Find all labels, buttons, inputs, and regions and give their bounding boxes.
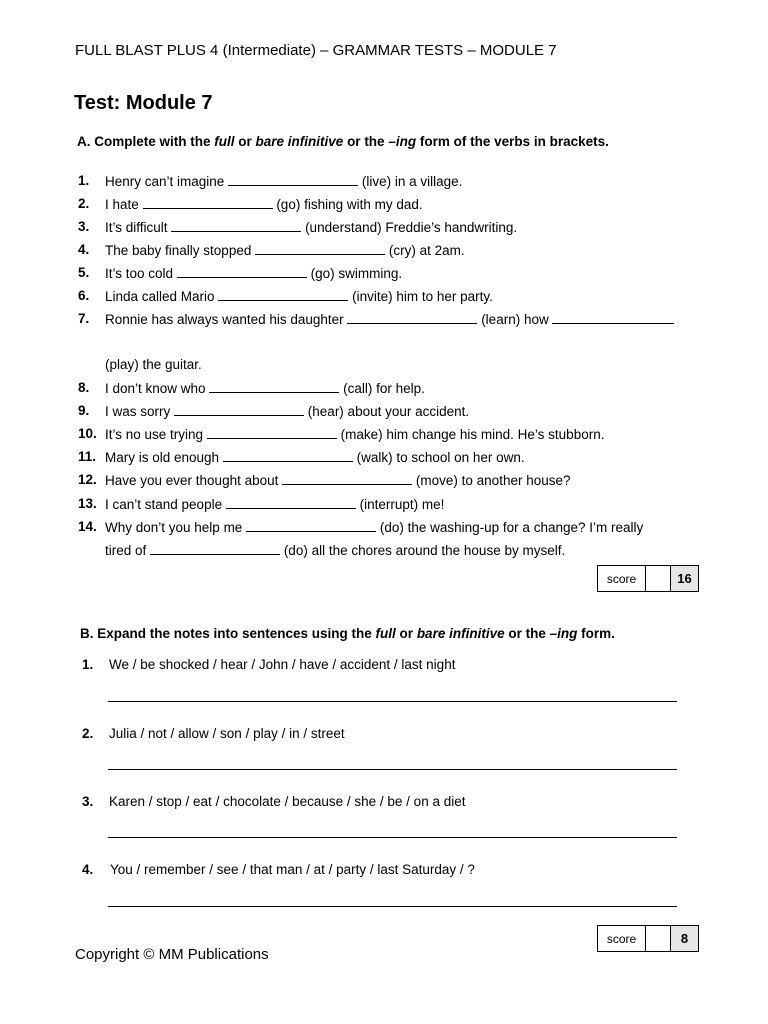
- question-a5: It’s too cold (go) swimming.: [105, 266, 403, 281]
- item-number: 2.: [78, 196, 90, 211]
- answer-line[interactable]: [108, 769, 677, 770]
- question-a13: I can’t stand people (interrupt) me!: [105, 497, 445, 512]
- section-b-instructions: B. Expand the notes into sentences using the full or bare infinitive or the –ing form.: [80, 626, 615, 641]
- item-number: 6.: [78, 288, 90, 303]
- answer-line[interactable]: [108, 906, 677, 907]
- question-a12: Have you ever thought about (move) to another house?: [105, 473, 571, 488]
- score-box-b: [597, 925, 699, 952]
- item-number: 8.: [78, 380, 90, 395]
- question-b4: You / remember / see / that man / at / party / last Saturday / ?: [110, 862, 475, 877]
- item-number: 4.: [82, 862, 94, 877]
- answer-blank[interactable]: [150, 542, 280, 555]
- item-number: 9.: [78, 403, 90, 418]
- question-a7-continued: (play) the guitar.: [105, 357, 202, 372]
- score-box-a: [597, 565, 699, 592]
- section-a-instructions: A. Complete with the full or bare infinitive or the –ing form of the verbs in brackets.: [77, 134, 609, 149]
- answer-blank[interactable]: [282, 472, 412, 485]
- question-a3: It’s difficult (understand) Freddie’s handwriting.: [105, 220, 518, 235]
- item-number: 1.: [82, 657, 94, 672]
- item-number: 4.: [78, 242, 90, 257]
- answer-blank[interactable]: [218, 288, 348, 301]
- question-a11: Mary is old enough (walk) to school on her own.: [105, 450, 525, 465]
- answer-blank[interactable]: [174, 403, 304, 416]
- answer-blank[interactable]: [223, 449, 353, 462]
- question-a14-continued: tired of (do) all the chores around the house by myself.: [105, 543, 566, 558]
- answer-blank[interactable]: [209, 380, 339, 393]
- item-number: 12.: [78, 472, 97, 487]
- question-a7: Ronnie has always wanted his daughter (learn) how: [105, 311, 674, 327]
- answer-blank[interactable]: [177, 265, 307, 278]
- page-header: FULL BLAST PLUS 4 (Intermediate) – GRAMMAR TESTS – MODULE 7: [75, 42, 557, 59]
- score-label: score: [598, 566, 646, 591]
- item-number: 3.: [78, 219, 90, 234]
- question-b2: Julia / not / allow / son / play / in / street: [109, 726, 345, 741]
- item-number: 7.: [78, 311, 90, 326]
- answer-blank[interactable]: [347, 311, 477, 324]
- item-number: 11.: [78, 449, 97, 464]
- question-a4: The baby finally stopped (cry) at 2am.: [105, 243, 465, 258]
- question-a1: Henry can’t imagine (live) in a village.: [105, 174, 463, 189]
- answer-line[interactable]: [108, 701, 677, 702]
- answer-blank[interactable]: [552, 311, 674, 324]
- score-label: score: [598, 926, 646, 951]
- item-number: 3.: [82, 794, 94, 809]
- question-a6: Linda called Mario (invite) him to her party.: [105, 289, 493, 304]
- page-title: Test: Module 7: [74, 92, 213, 114]
- answer-blank[interactable]: [143, 196, 273, 209]
- item-number: 1.: [78, 173, 90, 188]
- score-max: 8: [671, 926, 698, 951]
- question-a8: I don’t know who (call) for help.: [105, 381, 425, 396]
- answer-blank[interactable]: [246, 519, 376, 532]
- question-a10: It’s no use trying (make) him change his mind. He’s stubborn.: [105, 427, 605, 442]
- answer-blank[interactable]: [226, 496, 356, 509]
- question-b1: We / be shocked / hear / John / have / accident / last night: [109, 657, 456, 672]
- question-a2: I hate (go) fishing with my dad.: [105, 197, 423, 212]
- question-a14: Why don’t you help me (do) the washing-up for a change? I’m really: [105, 520, 644, 535]
- score-input[interactable]: [646, 566, 671, 591]
- answer-blank[interactable]: [228, 173, 358, 186]
- answer-blank[interactable]: [255, 242, 385, 255]
- question-b3: Karen / stop / eat / chocolate / because / she / be / on a diet: [109, 794, 466, 809]
- item-number: 14.: [78, 519, 97, 534]
- score-max: 16: [671, 566, 698, 591]
- item-number: 10.: [78, 426, 97, 441]
- answer-line[interactable]: [108, 837, 677, 838]
- copyright-footer: Copyright © MM Publications: [75, 946, 269, 963]
- score-input[interactable]: [646, 926, 671, 951]
- answer-blank[interactable]: [171, 219, 301, 232]
- answer-blank[interactable]: [207, 426, 337, 439]
- item-number: 5.: [78, 265, 90, 280]
- question-a9: I was sorry (hear) about your accident.: [105, 404, 470, 419]
- item-number: 13.: [78, 496, 97, 511]
- item-number: 2.: [82, 726, 94, 741]
